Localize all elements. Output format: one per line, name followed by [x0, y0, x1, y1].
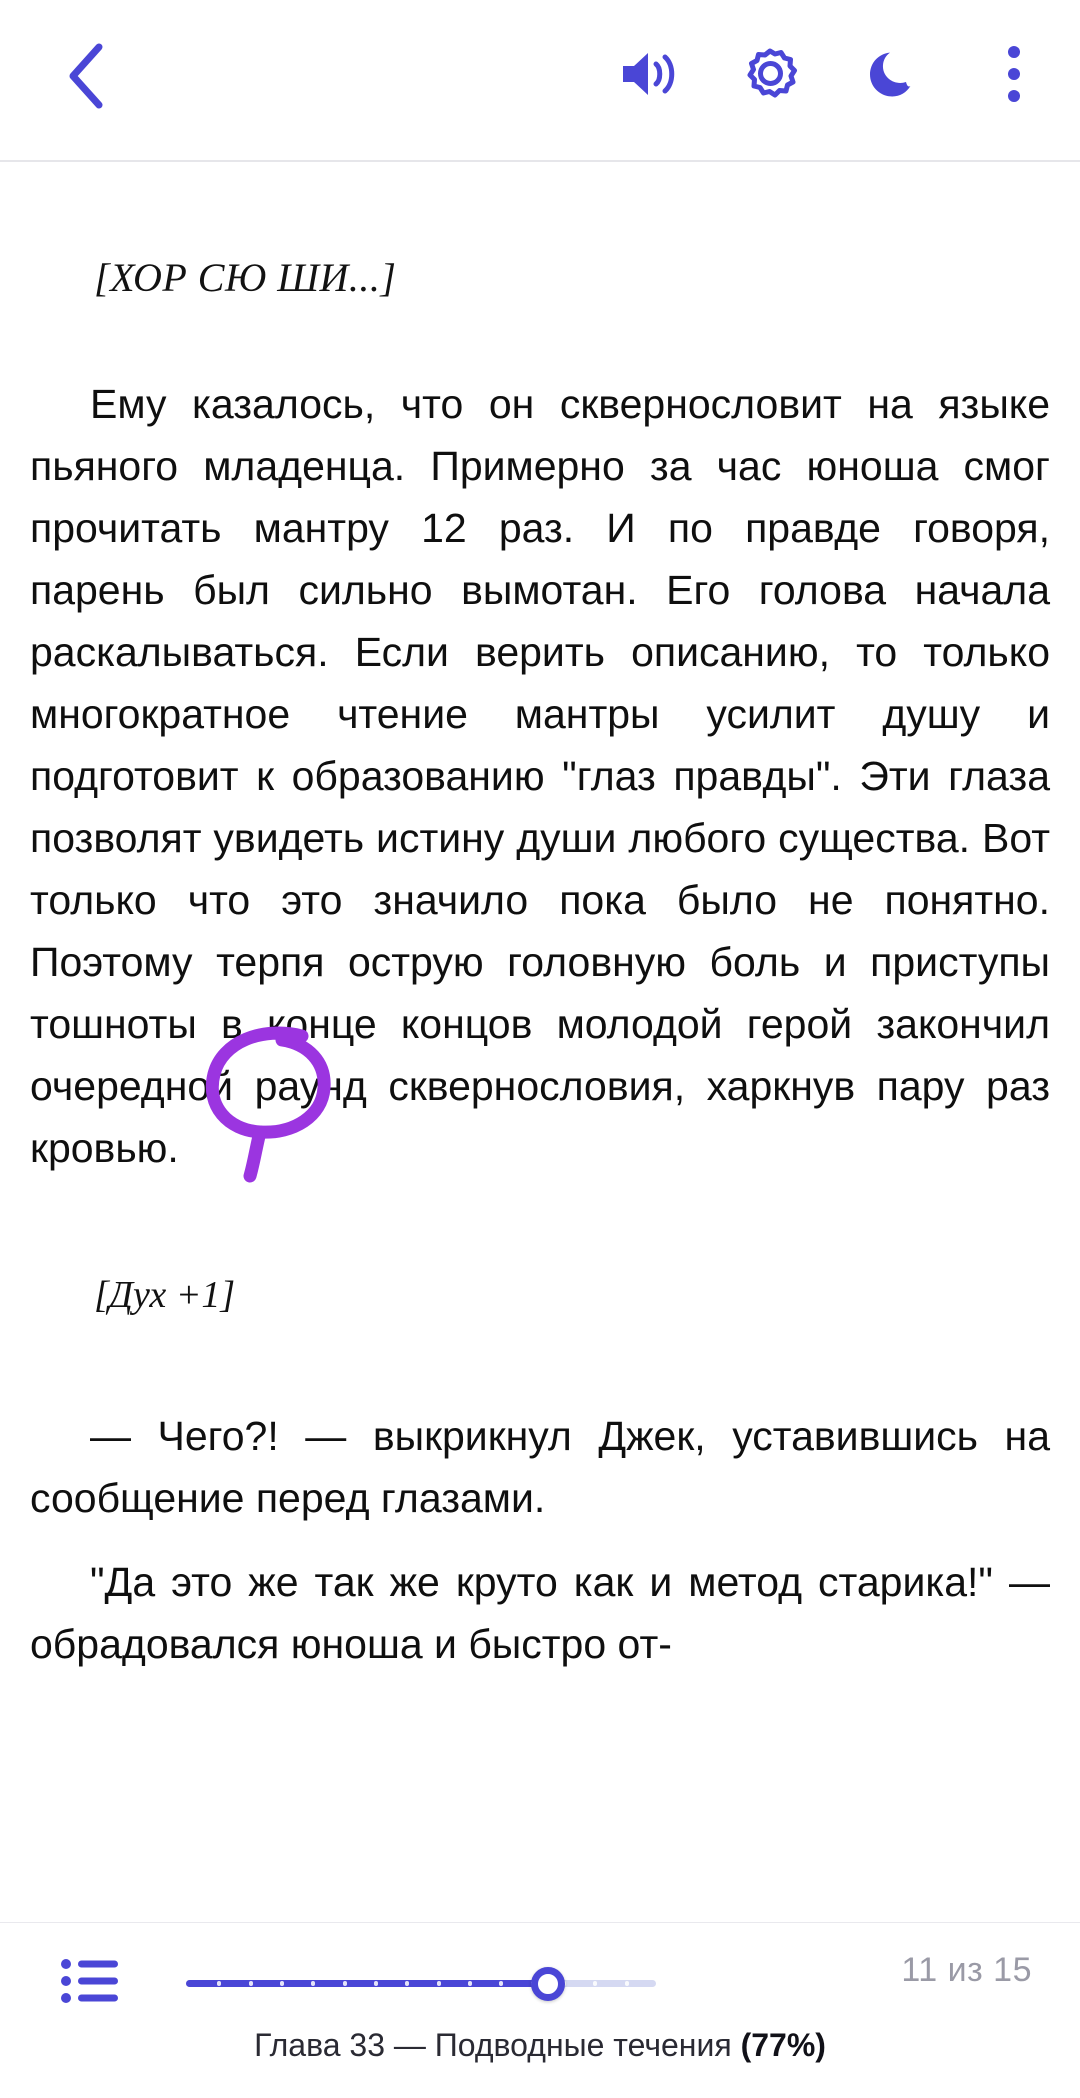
body-paragraph: "Да это же так же круто как и метод старика!" — обрадовался юноша и быстро от- [30, 1559, 1050, 1667]
more-options-button[interactable] [976, 34, 1052, 114]
back-button[interactable] [48, 38, 124, 114]
section-heading-skill: [ХОР СЮ ШИ...] [94, 255, 397, 300]
body-paragraph: — Чего?! — выкрикнул Джек, уставившись на сообщение перед глазами. [30, 1413, 1050, 1521]
chapter-title: Глава 33 — Подводные течения [254, 2027, 732, 2063]
volume-icon [617, 46, 679, 102]
list-icon [60, 1957, 120, 2010]
page-content [0, 162, 1080, 1675]
gear-icon [739, 43, 801, 105]
progress-percent-label: (77%) [740, 2027, 826, 2063]
volume-button[interactable] [610, 34, 686, 114]
chevron-left-icon [63, 41, 109, 111]
chapter-status [0, 2027, 1080, 2064]
reader-page[interactable] [0, 162, 1080, 1922]
moon-icon [862, 44, 922, 104]
top-toolbar [0, 0, 1080, 162]
toolbar-actions [610, 34, 1052, 114]
night-mode-button[interactable] [854, 34, 930, 114]
settings-button[interactable] [732, 34, 808, 114]
page-indicator: 11 из 15 [901, 1951, 1032, 1989]
table-of-contents-button[interactable] [58, 1955, 122, 2011]
slider-ticks [186, 1981, 656, 1986]
reading-progress-slider[interactable] [186, 1961, 656, 2005]
section-heading-stat: [Дух +1] [94, 1274, 236, 1316]
bottom-toolbar [0, 1922, 1080, 2098]
body-paragraph: Ему казалось, что он сквернословит на языке пьяного младенца. Примерно за час юноша смог прочитать мантру 12 раз. И по правде говоря, парень был сильно вымотан. Его голова начала раскалываться. Если верить описанию, то только многократное чтение мантры усилит душу и подготовит к образованию "глаз правды". Эти глаза позволят увидеть истину души любого существа. Вот только что это значило пока было не понятно. Поэтому терпя острую головную боль и приступы тошноты в конце концов молодой герой закончил очередной раунд сквернословия, харкнув пару раз кровью. [30, 381, 1050, 1171]
more-vertical-icon [1004, 43, 1024, 105]
slider-thumb[interactable] [531, 1967, 565, 2001]
